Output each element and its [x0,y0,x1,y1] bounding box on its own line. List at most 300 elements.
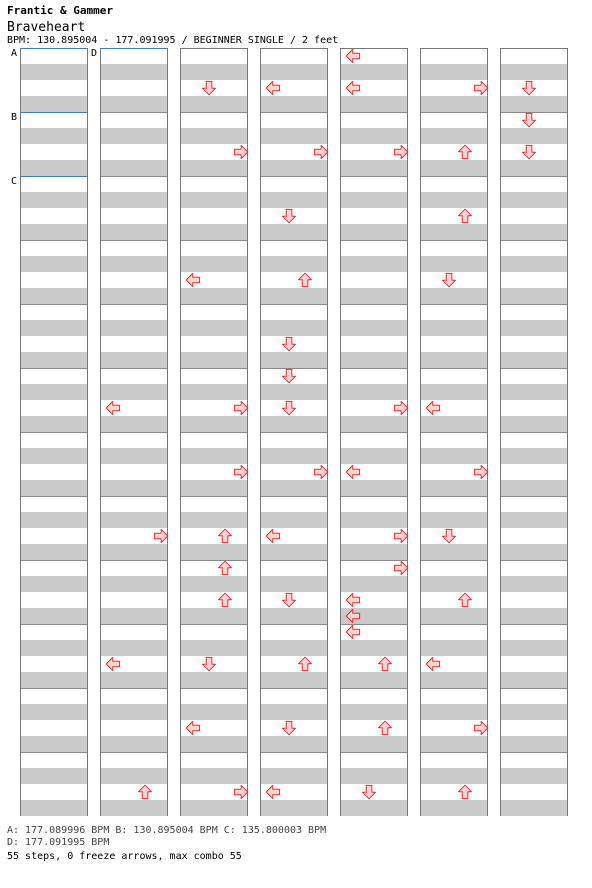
beat-band [21,320,87,336]
step-arrow-down-icon [281,400,297,416]
beat-band [501,160,567,176]
beat-band [501,416,567,432]
step-arrow-right-icon [473,720,489,736]
beat-band [181,224,247,240]
measure-line [261,112,327,113]
beat-band [341,704,407,720]
measure-line [421,176,487,177]
measure-line [341,304,407,305]
step-arrow-left-icon [265,784,281,800]
measure-line [261,240,327,241]
beat-band [21,544,87,560]
chart-column-1 [20,48,88,816]
step-arrow-down-icon [281,208,297,224]
beat-band [21,608,87,624]
beat-band [101,64,167,80]
measure-line [21,624,87,625]
beat-band [341,672,407,688]
step-arrow-left-icon [345,464,361,480]
beat-band [101,96,167,112]
measure-line [501,752,567,753]
beat-band [421,224,487,240]
measure-line [21,560,87,561]
measure-line [261,496,327,497]
step-arrow-left-icon [345,592,361,608]
beat-band [341,224,407,240]
beat-band [181,768,247,784]
step-stats: 55 steps, 0 freeze arrows, max combo 55 [7,851,242,862]
beat-band [501,384,567,400]
bpm-change-label-a: A [11,48,18,59]
beat-band [421,384,487,400]
beat-band [21,448,87,464]
step-arrow-up-icon [217,560,233,576]
beat-band [421,672,487,688]
beat-band [101,192,167,208]
measure-line [261,560,327,561]
beat-band [181,672,247,688]
beat-band [101,576,167,592]
beat-band [261,544,327,560]
step-arrow-left-icon [345,608,361,624]
beat-band [261,768,327,784]
measure-line [181,752,247,753]
beat-band [101,608,167,624]
measure-line [101,304,167,305]
measure-line [501,240,567,241]
beat-band [181,384,247,400]
measure-line [261,624,327,625]
beat-band [181,288,247,304]
beat-band [421,288,487,304]
step-arrow-left-icon [185,272,201,288]
beat-band [101,384,167,400]
measure-line [261,432,327,433]
measure-line [421,112,487,113]
beat-band [341,256,407,272]
song-title: Braveheart [7,20,86,35]
measure-line [341,496,407,497]
bpm-summary: BPM: 130.895004 - 177.091995 / BEGINNER SINGLE / 2 feet [7,35,339,46]
step-arrow-up-icon [377,656,393,672]
beat-band [501,576,567,592]
beat-band [21,736,87,752]
beat-band [101,544,167,560]
beat-band [501,768,567,784]
step-arrow-right-icon [473,80,489,96]
beat-band [501,64,567,80]
beat-band [261,576,327,592]
beat-band [101,160,167,176]
beat-band [21,128,87,144]
measure-line [181,240,247,241]
beat-band [181,160,247,176]
measure-line [181,624,247,625]
beat-band [181,96,247,112]
measure-line [21,688,87,689]
measure-line [261,176,327,177]
step-arrow-down-icon [441,272,457,288]
beat-band [501,96,567,112]
measure-line [421,432,487,433]
beat-band [341,480,407,496]
beat-band [21,288,87,304]
measure-line [101,560,167,561]
beat-band [421,608,487,624]
beat-band [421,576,487,592]
measure-line [421,624,487,625]
step-arrow-left-icon [265,80,281,96]
beat-band [21,416,87,432]
beat-band [421,544,487,560]
beat-band [181,64,247,80]
beat-band [341,736,407,752]
beat-band [261,192,327,208]
beat-band [101,448,167,464]
beat-band [181,608,247,624]
beat-band [101,128,167,144]
step-arrow-right-icon [313,464,329,480]
beat-band [501,800,567,816]
chart-column-3 [180,48,248,816]
step-arrow-down-icon [201,80,217,96]
beat-band [181,640,247,656]
measure-line [341,688,407,689]
measure-line [261,304,327,305]
chart-column-7 [500,48,568,816]
beat-band [261,512,327,528]
beat-band [421,416,487,432]
measure-line [341,368,407,369]
beat-band [261,800,327,816]
beat-band [181,128,247,144]
measure-line [421,496,487,497]
measure-line [421,752,487,753]
bpm-change-marker-b [20,112,88,113]
step-arrow-right-icon [233,464,249,480]
beat-band [261,640,327,656]
step-arrow-down-icon [361,784,377,800]
measure-line [181,176,247,177]
beat-band [101,672,167,688]
measure-line [181,496,247,497]
measure-line [181,112,247,113]
beat-band [21,160,87,176]
beat-band [341,576,407,592]
measure-line [501,432,567,433]
beat-band [341,320,407,336]
measure-line [101,240,167,241]
beat-band [261,448,327,464]
step-arrow-right-icon [153,528,169,544]
step-arrow-down-icon [281,368,297,384]
beat-band [501,224,567,240]
beat-band [501,736,567,752]
beat-band [261,64,327,80]
beat-band [21,768,87,784]
step-arrow-down-icon [521,112,537,128]
beat-band [341,544,407,560]
beat-band [101,512,167,528]
measure-line [341,752,407,753]
measure-line [21,432,87,433]
beat-band [21,704,87,720]
step-arrow-right-icon [233,400,249,416]
step-arrow-down-icon [281,720,297,736]
beat-band [101,256,167,272]
step-arrow-left-icon [345,80,361,96]
beat-band [501,288,567,304]
beat-band [421,512,487,528]
measure-line [421,240,487,241]
beat-band [341,64,407,80]
beat-band [261,736,327,752]
beat-band [181,448,247,464]
beat-band [341,352,407,368]
beat-band [341,288,407,304]
measure-line [181,368,247,369]
step-arrow-up-icon [457,592,473,608]
step-arrow-left-icon [345,48,361,64]
beat-band [101,224,167,240]
beat-band [101,416,167,432]
beat-band [181,256,247,272]
beat-band [261,672,327,688]
beat-band [421,640,487,656]
measure-line [21,752,87,753]
beat-band [421,160,487,176]
chart-column-5 [340,48,408,816]
beat-band [181,192,247,208]
measure-line [501,304,567,305]
beat-band [261,96,327,112]
beat-band [341,128,407,144]
step-arrow-right-icon [313,144,329,160]
measure-line [421,688,487,689]
beat-band [421,96,487,112]
beat-band [501,352,567,368]
beat-band [341,448,407,464]
beat-band [101,352,167,368]
beat-band [421,64,487,80]
step-arrow-left-icon [105,400,121,416]
beat-band [21,576,87,592]
beat-band [181,800,247,816]
beat-band [341,160,407,176]
step-arrow-up-icon [217,592,233,608]
beat-band [21,640,87,656]
measure-line [181,560,247,561]
beat-band [261,608,327,624]
beat-band [181,544,247,560]
step-arrow-down-icon [281,592,297,608]
step-arrow-up-icon [457,208,473,224]
step-arrow-up-icon [457,144,473,160]
beat-band [501,128,567,144]
beat-band [341,800,407,816]
measure-line [501,624,567,625]
beat-band [261,256,327,272]
beat-band [261,416,327,432]
beat-band [181,736,247,752]
measure-line [181,304,247,305]
beat-band [421,768,487,784]
beat-band [101,800,167,816]
beat-band [101,736,167,752]
step-arrow-up-icon [297,272,313,288]
beat-band [501,672,567,688]
step-arrow-down-icon [521,144,537,160]
measure-line [421,560,487,561]
bpm-change-marker-c [20,176,88,177]
step-arrow-left-icon [345,624,361,640]
beat-band [421,128,487,144]
beat-band [181,512,247,528]
measure-line [261,752,327,753]
beat-band [181,576,247,592]
step-arrow-up-icon [137,784,153,800]
measure-line [501,496,567,497]
beat-band [101,320,167,336]
step-arrow-up-icon [457,784,473,800]
chart-column-6 [420,48,488,816]
measure-line [21,304,87,305]
beat-band [421,480,487,496]
beat-band [21,64,87,80]
beat-band [261,320,327,336]
measure-line [21,496,87,497]
step-arrow-left-icon [425,656,441,672]
beat-band [21,672,87,688]
bpm-change-marker-d [100,48,168,49]
beat-band [501,608,567,624]
measure-line [101,624,167,625]
measure-line [341,112,407,113]
beat-band [21,512,87,528]
beat-band [501,640,567,656]
beat-band [261,352,327,368]
measure-line [101,368,167,369]
chart-column-2 [100,48,168,816]
measure-line [21,240,87,241]
bpm-change-label-b: B [11,112,18,123]
beat-band [501,256,567,272]
measure-line [341,176,407,177]
step-arrow-right-icon [233,784,249,800]
measure-line [501,688,567,689]
beat-band [261,128,327,144]
beat-band [501,544,567,560]
step-arrow-right-icon [473,464,489,480]
step-arrow-right-icon [233,144,249,160]
step-arrow-right-icon [393,528,409,544]
beat-band [421,736,487,752]
bpm-change-label-c: C [11,176,18,187]
beat-band [181,352,247,368]
step-arrow-down-icon [441,528,457,544]
beat-band [421,256,487,272]
measure-line [21,368,87,369]
beat-band [421,800,487,816]
beat-band [101,480,167,496]
beat-band [261,704,327,720]
beat-band [101,768,167,784]
step-arrow-left-icon [425,400,441,416]
measure-line [501,368,567,369]
beat-band [261,160,327,176]
beat-band [181,480,247,496]
step-arrow-right-icon [393,400,409,416]
step-arrow-right-icon [393,560,409,576]
bpm-change-label-d: D [91,48,98,59]
step-arrow-up-icon [377,720,393,736]
measure-line [101,112,167,113]
beat-band [21,96,87,112]
beat-band [341,416,407,432]
beat-band [261,384,327,400]
measure-line [421,368,487,369]
measure-line [341,432,407,433]
step-arrow-left-icon [185,720,201,736]
step-arrow-down-icon [281,336,297,352]
beat-band [341,192,407,208]
measure-line [501,176,567,177]
beat-band [341,512,407,528]
beat-band [421,320,487,336]
beat-band [341,768,407,784]
beat-band [341,640,407,656]
bpm-legend-line-2: D: 177.091995 BPM [7,837,110,848]
beat-band [421,704,487,720]
beat-band [21,352,87,368]
measure-line [421,304,487,305]
step-arrow-left-icon [265,528,281,544]
measure-line [181,688,247,689]
beat-band [421,448,487,464]
measure-line [501,560,567,561]
beat-band [341,384,407,400]
step-arrow-up-icon [297,656,313,672]
measure-line [101,432,167,433]
step-arrow-left-icon [105,656,121,672]
bpm-change-marker-a [20,48,88,49]
artist-name: Frantic & Gammer [7,4,113,17]
beat-band [501,320,567,336]
step-arrow-down-icon [521,80,537,96]
beat-band [341,96,407,112]
beat-band [501,192,567,208]
beat-band [501,448,567,464]
beat-band [21,480,87,496]
beat-band [261,224,327,240]
beat-band [421,352,487,368]
beat-band [501,480,567,496]
measure-line [101,752,167,753]
beat-band [21,800,87,816]
beat-band [181,704,247,720]
chart-column-4 [260,48,328,816]
measure-line [181,432,247,433]
beat-band [421,192,487,208]
beat-band [21,192,87,208]
step-arrow-up-icon [217,528,233,544]
step-arrow-down-icon [201,656,217,672]
beat-band [21,224,87,240]
measure-line [101,496,167,497]
beat-band [501,512,567,528]
step-arrow-right-icon [393,144,409,160]
beat-band [181,416,247,432]
